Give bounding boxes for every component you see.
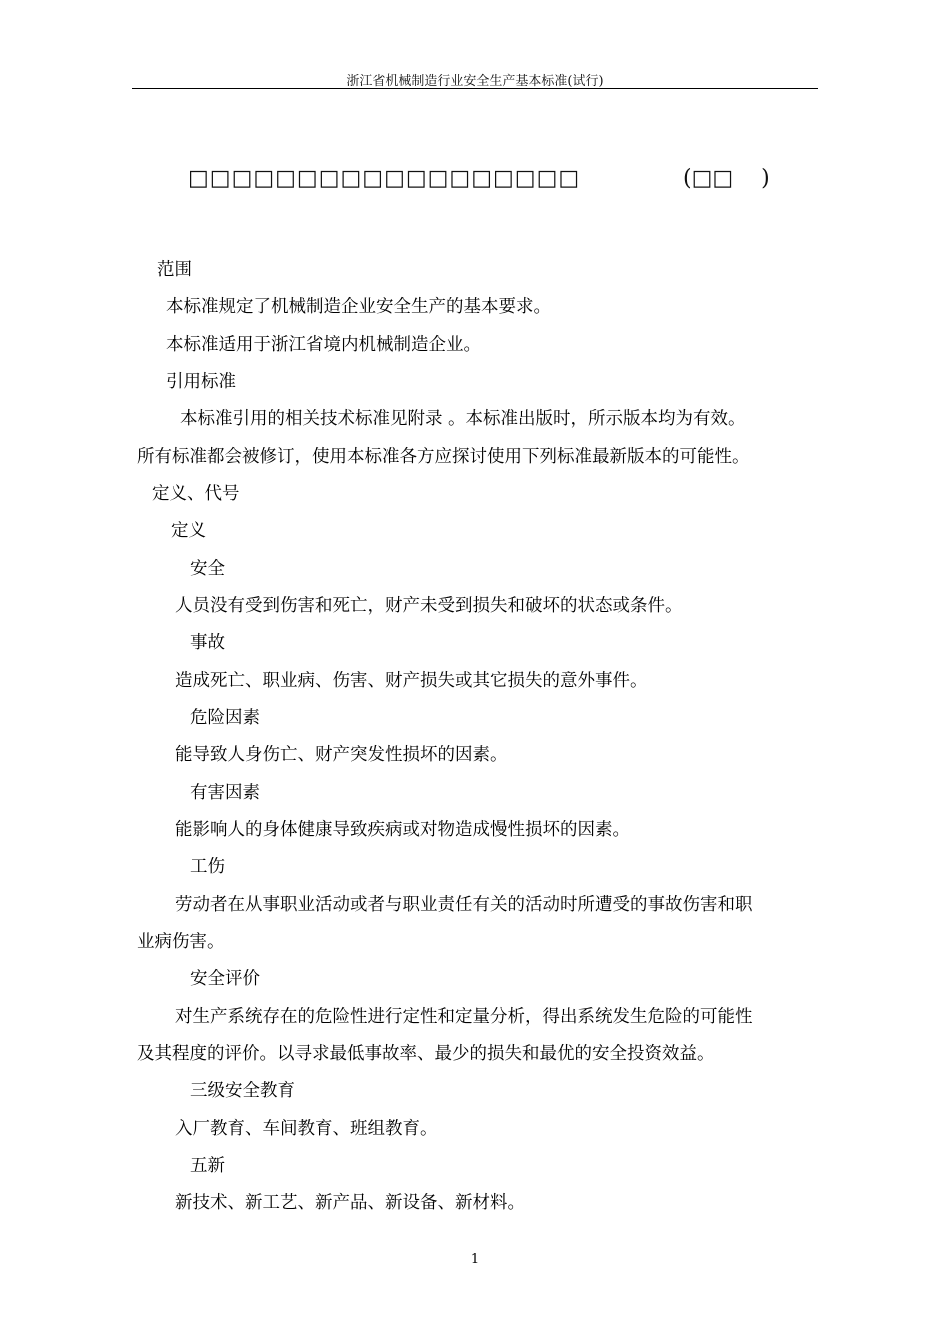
term-heading: 危险因素 xyxy=(190,708,260,728)
term-heading: 工伤 xyxy=(190,857,225,877)
term-heading: 安全评价 xyxy=(190,969,260,989)
term-definition: 入厂教育、车间教育、班组教育。 xyxy=(175,1119,438,1139)
header-rule xyxy=(132,88,818,89)
term-definition: 能影响人的身体健康导致疾病或对物造成慢性损坏的因素。 xyxy=(175,820,630,840)
term-definition: 劳动者在从事职业活动或者与职业责任有关的活动时所遭受的事故伤害和职 xyxy=(175,895,753,915)
page-number: 1 xyxy=(470,1252,480,1267)
paragraph-line: 所有标准都会被修订，使用本标准各方应探讨使用下列标准最新版本的可能性。 xyxy=(137,447,750,467)
term-definition-continued: 及其程度的评价。以寻求最低事故率、最少的损失和最优的安全投资效益。 xyxy=(137,1044,715,1064)
term-heading: 五新 xyxy=(190,1156,225,1176)
paragraph-line: 本标准适用于浙江省境内机械制造企业。 xyxy=(166,335,481,355)
term-definition: 对生产系统存在的危险性进行定性和定量分析，得出系统发生危险的可能性 xyxy=(175,1007,753,1027)
section-heading-references: 引用标准 xyxy=(166,372,236,392)
section-heading-scope: 范围 xyxy=(157,260,192,280)
section-heading-definitions-codes: 定义、代号 xyxy=(152,484,240,504)
term-definition: 新技术、新工艺、新产品、新设备、新材料。 xyxy=(175,1193,525,1213)
document-title-parenthetical: (□□ ) xyxy=(683,166,770,191)
term-definition-continued: 业病伤害。 xyxy=(137,932,225,952)
term-heading: 事故 xyxy=(190,633,225,653)
document-title xyxy=(0,166,950,196)
term-definition: 造成死亡、职业病、伤害、财产损失或其它损失的意外事件。 xyxy=(175,671,648,691)
paragraph-line: 本标准引用的相关技术标准见附录 。本标准出版时，所示版本均为有效。 xyxy=(180,409,746,429)
term-heading: 有害因素 xyxy=(190,783,260,803)
term-definition: 人员没有受到伤害和死亡，财产未受到损失和破坏的状态或条件。 xyxy=(175,596,683,616)
page-header-title: 浙江省机械制造行业安全生产基本标准(试行) xyxy=(346,74,604,89)
paragraph-line: 本标准规定了机械制造企业安全生产的基本要求。 xyxy=(166,297,551,317)
subsection-heading-definitions: 定义 xyxy=(171,521,206,541)
term-heading: 安全 xyxy=(190,559,225,579)
document-title-main: □□□□□□□□□□□□□□□□□□ xyxy=(188,166,581,191)
term-heading: 三级安全教育 xyxy=(190,1081,295,1101)
term-definition: 能导致人身伤亡、财产突发性损坏的因素。 xyxy=(175,745,508,765)
